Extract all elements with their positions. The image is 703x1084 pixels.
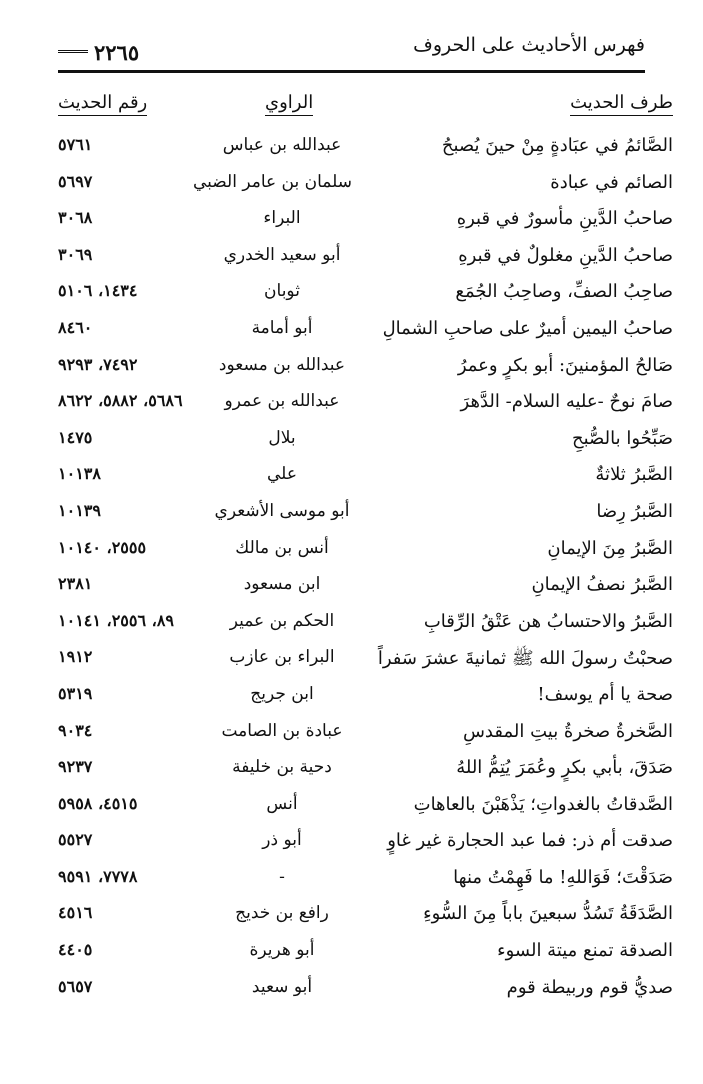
index-row bbox=[0, 600, 703, 637]
narrator: أبو سعيد الخدري bbox=[223, 244, 341, 265]
hadith-text: صَدَقَ، بأبي بكرٍ وعُمَرَ يُتِمُّ اللهُ bbox=[456, 757, 673, 779]
index-row bbox=[0, 234, 703, 271]
page-title: فهرس الأحاديث على الحروف bbox=[413, 34, 645, 56]
hadith-text: صديُّ قوم وربيطة قوم bbox=[506, 976, 673, 998]
narrator: ابن جريج bbox=[250, 683, 314, 704]
hadith-number: ٩٠٣٤ bbox=[58, 720, 93, 740]
narrator: دحية بن خليفة bbox=[232, 757, 332, 778]
hadith-number: ٤٥١٦ bbox=[58, 903, 93, 923]
index-row bbox=[0, 746, 703, 783]
index-row bbox=[0, 307, 703, 344]
hadith-number: ١٤٧٥ bbox=[58, 427, 93, 447]
narrator: أبو أمامة bbox=[251, 317, 313, 338]
hadith-text: الصَّبرُ ثلاثةٌ bbox=[595, 464, 673, 486]
narrator: ثوبان bbox=[264, 281, 300, 302]
hadith-text: الصَّدَقَةُ تَسُدُّ سبعينَ باباً مِنَ السُّوءِ bbox=[423, 903, 673, 925]
narrator: علي bbox=[267, 464, 297, 485]
index-row bbox=[0, 673, 703, 710]
index-row bbox=[0, 710, 703, 747]
page-number-block bbox=[58, 40, 139, 65]
hadith-text: صَبِّحُوا بالصُّبحِ bbox=[572, 427, 673, 449]
hadith-text: صحة يا أم يوسف! bbox=[537, 683, 673, 705]
hadith-number: ١٩١٢ bbox=[58, 647, 93, 667]
hadith-text: الصَّبرُ والاحتسابُ هن عَتْقُ الرِّقابِ bbox=[423, 610, 673, 632]
narrator: الحكم بن عمير bbox=[229, 610, 335, 631]
hadith-text: صامَ نوحٌ -عليه السلام- الدَّهرَ bbox=[460, 391, 673, 413]
hadith-text: صاحبُ الدَّينِ مأسورٌ في قبرهِ bbox=[456, 208, 673, 230]
hadith-number: ٥٧٦١ bbox=[58, 135, 93, 154]
narrator: أبو هريرة bbox=[249, 940, 315, 961]
narrator: سلمان بن عامر الضبي bbox=[192, 171, 352, 192]
narrator: أبو سعيد bbox=[251, 976, 313, 997]
narrator: عبدالله بن عباس bbox=[222, 135, 342, 155]
hadith-text: صدقت أم ذر: فما عبد الحجارة غير غاوٍ bbox=[387, 830, 673, 852]
index-row bbox=[0, 527, 703, 564]
index-row bbox=[0, 783, 703, 820]
hadith-number: ٤٤٠٥ bbox=[58, 940, 93, 960]
index-row bbox=[0, 636, 703, 673]
narrator: رافع بن خديج bbox=[235, 903, 329, 924]
hadith-text: صَدَقْتَ؛ فَوَاللهِ! ما فَهِمْتُ منها bbox=[453, 866, 673, 888]
hadith-text: صاحبُ الدَّينِ مغلولٌ في قبرهِ bbox=[458, 244, 673, 266]
index-row bbox=[0, 270, 703, 307]
narrator: أنس بن مالك bbox=[235, 537, 329, 558]
hadith-number: ٥٦٨٦، ٥٨٨٢، ٨٦٢٢ bbox=[58, 391, 183, 411]
narrator: عبادة بن الصامت bbox=[221, 720, 343, 741]
hadith-number: ٢٣٨١ bbox=[58, 574, 93, 594]
hadith-text: الصائم في عبادة bbox=[550, 171, 673, 193]
narrator: البراء bbox=[263, 208, 301, 229]
narrator: أبو موسى الأشعري bbox=[214, 500, 350, 521]
index-row bbox=[0, 563, 703, 600]
narrator: عبدالله بن مسعود bbox=[218, 354, 346, 375]
index-row bbox=[0, 966, 703, 1003]
hadith-number: ٩٢٣٧ bbox=[58, 757, 93, 777]
hadith-number: ٤٥١٥، ٥٩٥٨ bbox=[58, 793, 138, 813]
narrator: - bbox=[279, 866, 285, 887]
column-header-text: طرف الحديث bbox=[570, 92, 673, 116]
hadith-number: ٨٩، ٢٥٥٦، ١٠١٤١ bbox=[58, 610, 174, 630]
column-header-narrator: الراوي bbox=[265, 92, 313, 116]
index-row bbox=[0, 161, 703, 198]
hadith-number: ٥٣١٩ bbox=[58, 683, 93, 703]
hadith-number: ٥٦٩٧ bbox=[58, 171, 93, 191]
hadith-number: ١٤٣٤، ٥١٠٦ bbox=[58, 281, 138, 301]
hadith-text: صاحِبُ الصفِّ، وصاحِبُ الجُمَع bbox=[455, 281, 673, 303]
hadith-number: ٧٧٧٨، ٩٥٩١ bbox=[58, 866, 138, 886]
hadith-number: ١٠١٣٩ bbox=[58, 500, 101, 520]
narrator: بلال bbox=[268, 427, 296, 448]
hadith-number: ٨٤٦٠ bbox=[58, 317, 93, 337]
hadith-number: ٧٤٩٢، ٩٢٩٣ bbox=[58, 354, 138, 374]
index-row bbox=[0, 929, 703, 966]
page-header bbox=[58, 30, 645, 70]
hadith-number: ١٠١٣٨ bbox=[58, 464, 101, 484]
narrator: أنس bbox=[266, 793, 298, 814]
hadith-number: ٥٥٢٧ bbox=[58, 830, 93, 850]
index-row bbox=[0, 819, 703, 856]
hadith-number: ٣٠٦٨ bbox=[58, 208, 93, 228]
hadith-text: الصَّدقاتُ بالغدواتِ؛ يَذْهَبْنَ بالعاهاتِ bbox=[413, 793, 673, 815]
index-row bbox=[0, 197, 703, 234]
hadith-text: صحبْتُ رسولَ الله ﷺ ثمانيةَ عشرَ سَفراً bbox=[377, 648, 673, 670]
narrator: عبدالله بن عمرو bbox=[224, 391, 340, 412]
hadith-text: الصَّبرُ مِنَ الإيمانِ bbox=[547, 537, 673, 559]
index-row bbox=[0, 490, 703, 527]
header-rule bbox=[58, 70, 645, 73]
hadith-number: ٢٥٥٥، ١٠١٤٠ bbox=[58, 537, 147, 557]
hadith-text: الصَّبرُ رِضا bbox=[596, 500, 673, 522]
index-row bbox=[0, 856, 703, 893]
page-number: ٢٢٦٥ bbox=[94, 40, 140, 65]
hadith-index-list bbox=[0, 124, 703, 1002]
hadith-text: الصَّبرُ نصفُ الإيمانِ bbox=[531, 574, 673, 596]
page-number-ornament bbox=[58, 50, 88, 55]
hadith-text: صاحبُ اليمين أميرٌ على صاحبِ الشمالِ bbox=[382, 317, 673, 339]
narrator: البراء بن عازب bbox=[229, 647, 335, 668]
index-row bbox=[0, 124, 703, 161]
narrator: ابن مسعود bbox=[243, 574, 321, 595]
narrator: أبو ذر bbox=[262, 830, 302, 851]
index-row bbox=[0, 344, 703, 381]
hadith-number: ٥٦٥٧ bbox=[58, 976, 93, 996]
hadith-text: صَالحُ المؤمنينَ: أبو بكرٍ وعمرُ bbox=[457, 354, 673, 376]
hadith-text: الصَّائمُ في عبَادةٍ مِنْ حينَ يُصبحُ bbox=[441, 135, 673, 156]
index-row bbox=[0, 453, 703, 490]
hadith-number: ٣٠٦٩ bbox=[58, 244, 93, 264]
index-row bbox=[0, 380, 703, 417]
hadith-text: الصَّخرةُ صخرةُ بيتِ المقدسِ bbox=[462, 720, 673, 742]
index-row bbox=[0, 417, 703, 454]
index-row bbox=[0, 892, 703, 929]
hadith-text: الصدقة تمنع ميتة السوء bbox=[497, 940, 673, 962]
column-header-number: رقم الحديث bbox=[58, 92, 147, 116]
